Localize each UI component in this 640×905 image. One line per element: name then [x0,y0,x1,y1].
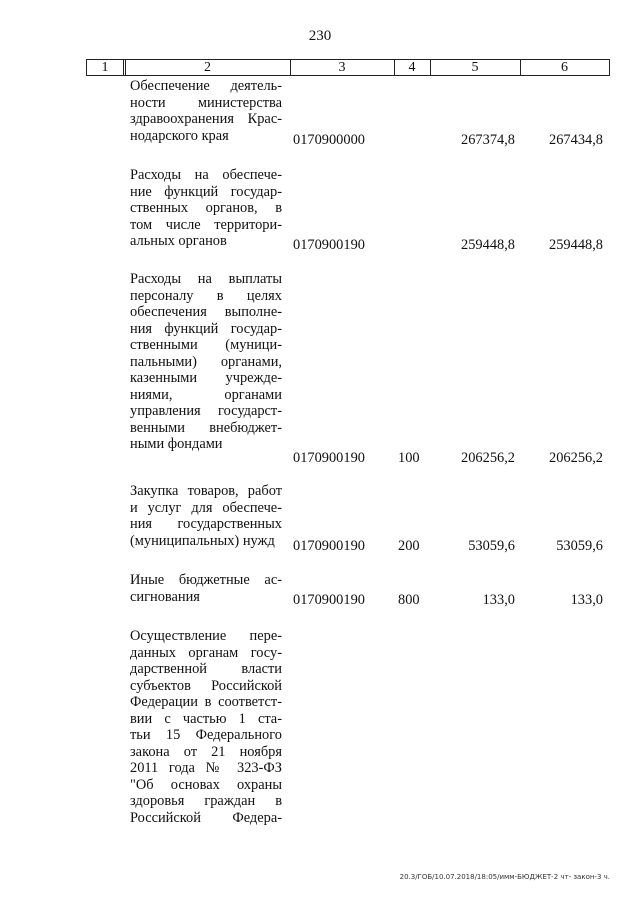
header-col-5: 5 [471,60,479,75]
header-col-1: 1 [101,60,109,75]
row-amount-col5: 53059,6 [468,538,515,554]
row-description: Расходы на обеспече- ние функций государ- ственных органов, в том числе территори- альных органов [130,167,282,249]
row-amount-col6: 259448,8 [549,237,603,253]
header-col-6: 6 [561,60,568,75]
table-header [86,59,610,76]
row-vr: 200 [398,538,420,554]
row-vr: 800 [398,592,420,608]
row-amount-col5: 206256,2 [461,450,515,466]
row-vr: 100 [398,450,420,466]
row-description: Осуществление пере- данных органам госу- дарственной власти субъектов Российской Федерации в соответст- вии с частью 1 ста- тьи 15 Федерального закона от 21 ноября 2011 года № 323-ФЗ "Об основах охраны здоровья граждан в Российской Федера- [130,628,282,826]
footer-doc-code: 20.3/ГОБ/10.07.2018/18:05/имм-БЮДЖЕТ-2 чт- закон-3 ч. [399,873,610,881]
header-col-3: 3 [338,60,346,75]
row-amount-col6: 53059,6 [556,538,603,554]
page-number: 230 [308,28,332,44]
row-amount-col5: 267374,8 [461,132,515,148]
row-description: Закупка товаров, работ и услуг для обеспече- ния государственных (муниципальных) нужд [130,483,282,549]
row-amount-col6: 133,0 [570,592,603,608]
row-description: Обеспечение деятель- ности министерства здравоохранения Крас- нодарского края [130,78,282,144]
row-code: 0170900000 [293,132,365,148]
row-amount-col5: 259448,8 [461,237,515,253]
header-col-4: 4 [408,60,416,75]
row-amount-col6: 206256,2 [549,450,603,466]
row-amount-col6: 267434,8 [549,132,603,148]
row-code: 0170900190 [293,237,365,253]
row-code: 0170900190 [293,450,365,466]
row-description: Иные бюджетные ас- сигнования [130,572,282,605]
header-col-2: 2 [204,60,211,75]
row-amount-col5: 133,0 [482,592,515,608]
row-code: 0170900190 [293,592,365,608]
row-description: Расходы на выплаты персоналу в целях обеспечения выполне- ния функций государ- ственными (муници- пальными) органами, казенными учрежде- ниями, органами управления государст- венными внебюджет- ными фондами [130,271,282,452]
row-code: 0170900190 [293,538,365,554]
